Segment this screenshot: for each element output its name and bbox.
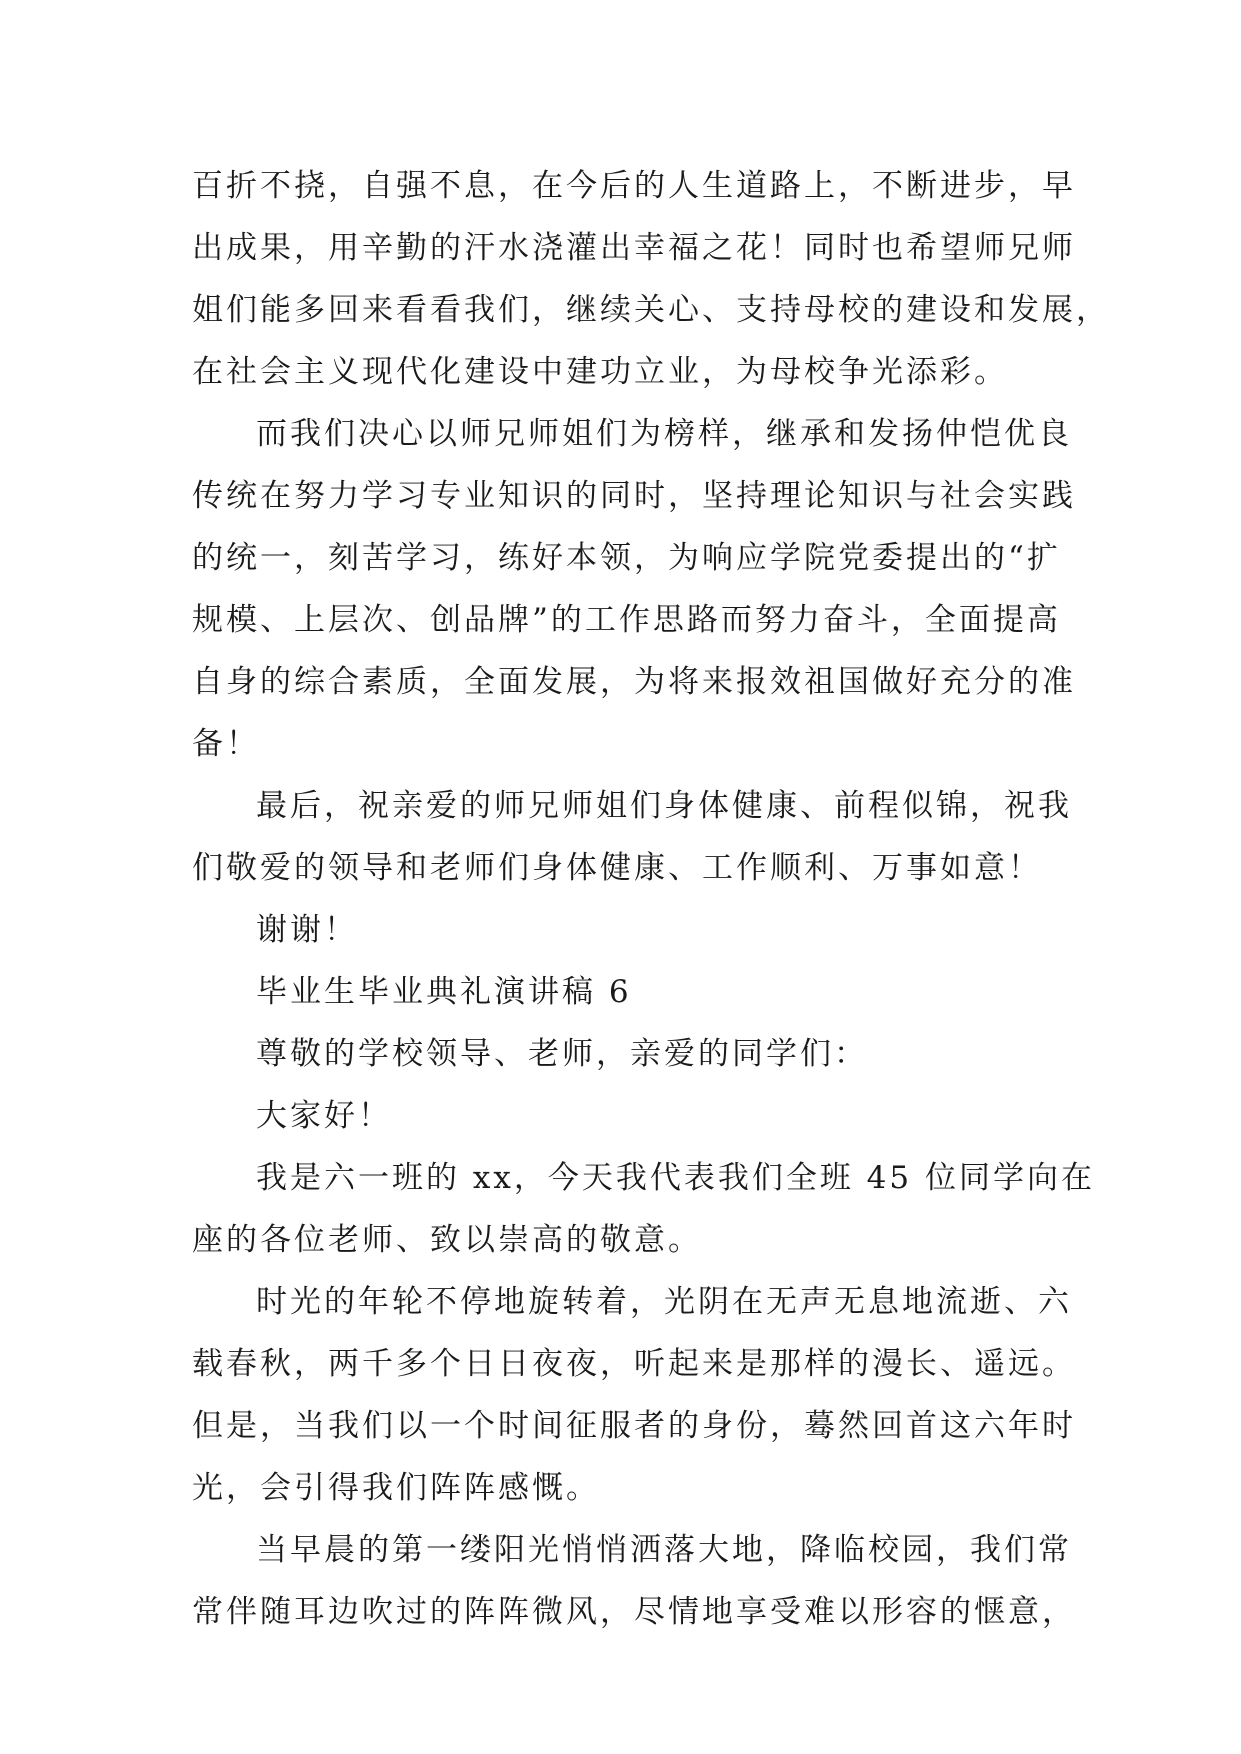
- text-line: 光，会引得我们阵阵感慨。: [192, 1470, 600, 1506]
- text-line: 最后，祝亲爱的师兄师姐们身体健康、前程似锦，祝我: [256, 788, 1072, 824]
- text-line: 大家好！: [256, 1098, 392, 1134]
- text-line: 尊敬的学校领导、老师，亲爱的同学们：: [256, 1036, 868, 1072]
- text-line: 自身的综合素质，全面发展，为将来报效祖国做好充分的准: [192, 664, 1076, 700]
- text-line: 备！: [192, 726, 260, 762]
- text-line: 时光的年轮不停地旋转着，光阴在无声无息地流逝、六: [256, 1284, 1072, 1320]
- text-line: 载春秋，两千多个日日夜夜，听起来是那样的漫长、遥远。: [192, 1346, 1076, 1382]
- text-line: 姐们能多回来看看我们，继续关心、支持母校的建设和发展，: [192, 292, 1110, 328]
- text-line: 百折不挠，自强不息，在今后的人生道路上，不断进步，早: [192, 168, 1076, 204]
- text-line: 出成果，用辛勤的汗水浇灌出幸福之花！同时也希望师兄师: [192, 230, 1076, 266]
- text-line: 谢谢！: [256, 912, 358, 948]
- text-line: 常伴随耳边吹过的阵阵微风，尽情地享受难以形容的惬意，: [192, 1594, 1076, 1630]
- text-line: 规模、上层次、创品牌”的工作思路而努力奋斗，全面提高: [192, 602, 1061, 638]
- text-line: 们敬爱的领导和老师们身体健康、工作顺利、万事如意！: [192, 850, 1042, 886]
- text-line: 而我们决心以师兄师姐们为榜样，继承和发扬仲恺优良: [256, 416, 1072, 452]
- text-line: 当早晨的第一缕阳光悄悄洒落大地，降临校园，我们常: [256, 1532, 1072, 1568]
- text-line: 毕业生毕业典礼演讲稿 6: [256, 974, 632, 1010]
- text-line: 座的各位老师、致以崇高的敬意。: [192, 1222, 702, 1258]
- text-line: 但是，当我们以一个时间征服者的身份，蓦然回首这六年时: [192, 1408, 1076, 1444]
- text-line: 在社会主义现代化建设中建功立业，为母校争光添彩。: [192, 354, 1008, 390]
- text-line: 我是六一班的 xx，今天我代表我们全班 45 位同学向在: [256, 1160, 1095, 1196]
- text-line: 的统一，刻苦学习，练好本领，为响应学院党委提出的“扩: [192, 540, 1061, 576]
- document-body: [192, 155, 1110, 1643]
- text-line: 传统在努力学习专业知识的同时，坚持理论知识与社会实践: [192, 478, 1076, 514]
